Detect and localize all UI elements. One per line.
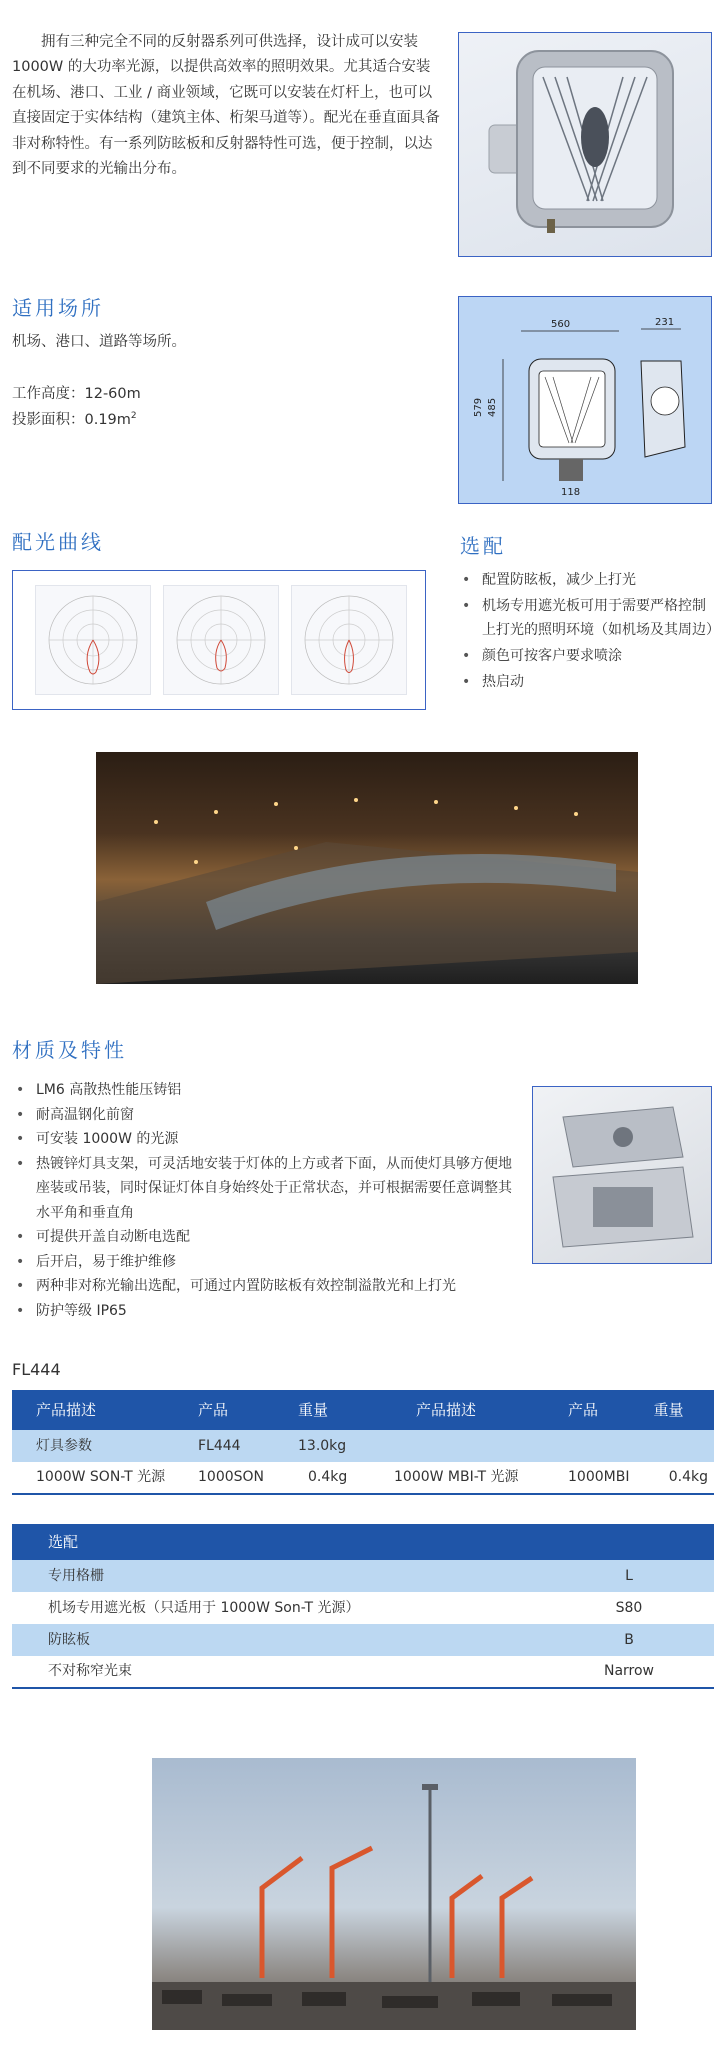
table-header: 产品描述 [12,1390,174,1430]
table-cell: 1000W MBI-T 光源 [394,1469,519,1486]
table-cell: 13.0kg [274,1430,386,1462]
usage-text: 机场、港口、道路等场所。 [12,334,186,350]
dim-height-label: 579 [473,397,484,417]
table-cell: FL444 [174,1430,274,1462]
list-item: • 耐高温钢化前窗 [12,1103,512,1128]
material-section-title: 材质及特性 [12,1038,127,1062]
intro-paragraph: 拥有三种完全不同的反射器系列可供选择，设计成可以安装 1000W 的大功率光源，以提供高效率的照明效果。尤其适合安装在机场、港口、工业 / 商业领域，它既可以安装在灯杆上，也可以直接固定于实体结构（建筑主体、桁架马道等）。配光在垂直面具备非对称特性。有一系列防眩板和反射器特性可选，便于控制，以达到不同要求的光输出分布。 [12,34,440,177]
table-cell: 1000W SON-T 光源 [36,1469,166,1486]
projected-area-unit-exponent: 2 [130,411,137,422]
working-height: 工作高度：12-60m [12,386,141,402]
list-item: • 热启动 [460,670,718,694]
list-item: • 机场专用遮光板可用于需要严格控制上打光的照明环境（如机场及其周边） [460,594,718,642]
table-header: 重量 [274,1390,386,1430]
projected-area [12,408,137,433]
table-cell: L [544,1560,714,1592]
dim-width-label: 560 [551,319,571,330]
options-section-title: 选配 [460,534,506,558]
table-cell: 1000MBI [568,1469,630,1486]
table-header: 产品 [174,1390,274,1430]
table-cell: B [544,1624,714,1656]
open-housing-image [532,1086,712,1264]
table-row [12,1462,714,1494]
model-number: FL444 [12,1360,61,1379]
table-row [12,1430,714,1462]
table-cell: 防眩板 [12,1624,544,1656]
table-cell: 0.4kg [308,1469,348,1486]
usage-section-title: 适用场所 [12,296,104,320]
list-item: • 配置防眩板，减少上打光 [460,568,718,592]
table-row [12,1592,714,1624]
light-distribution-curves [12,570,426,710]
table-header: 产品描述 [386,1390,544,1430]
table-cell: Narrow [603,1663,655,1680]
table-cell: 灯具参数 [12,1430,174,1462]
polar-curve-2 [163,585,279,695]
options-list [460,568,718,696]
options-table [12,1524,714,1689]
list-item: • 两种非对称光输出选配，可通过内置防眩板有效控制溢散光和上打光 [12,1274,512,1299]
polar-curve-3 [291,585,407,695]
table-header: 选配 [12,1524,714,1560]
list-item: • LM6 高散热性能压铸铝 [12,1078,512,1103]
table-cell: 0.4kg [668,1469,708,1486]
dim-inner-label: 485 [487,397,498,417]
list-item: • 防护等级 IP65 [12,1299,512,1324]
table-cell: 机场专用遮光板（只适用于 1000W Son-T 光源） [48,1599,360,1616]
spec-table [12,1390,714,1495]
floodlight-illustration [459,33,710,255]
list-item: • 可安装 1000W 的光源 [12,1127,512,1152]
list-item: • 可提供开盖自动断电选配 [12,1225,512,1250]
material-feature-list [12,1078,512,1323]
dimension-drawing [458,296,712,504]
table-header: 重量 [629,1390,714,1430]
table-row [12,1560,714,1592]
list-item: • 后开启，易于维护维修 [12,1250,512,1275]
airport-night-photo [96,752,638,984]
list-item: • 热镀锌灯具支架，可灵活地安装于灯体的上方或者下面，从而使灯具够方便地座装或吊装，同时保证灯体自身始终处于正常状态，并可根据需要任意调整其水平角和垂直角 [12,1152,512,1226]
fixture-product-image [458,32,712,257]
table-row [12,1624,714,1656]
polar-curve-1 [35,585,151,695]
port-cranes-photo [152,1758,636,2030]
table-cell [629,1430,714,1462]
projected-area-label: 投影面积：0.19m [12,412,131,428]
list-item: • 颜色可按客户要求喷涂 [460,644,718,668]
table-cell [544,1430,629,1462]
table-cell: 1000SON [198,1469,265,1486]
dim-depth-label: 231 [655,317,675,328]
table-row [12,1656,714,1688]
table-header: 产品 [544,1390,629,1430]
table-cell: 不对称窄光束 [48,1663,132,1680]
light-curve-section-title: 配光曲线 [12,530,104,554]
table-cell [386,1430,544,1462]
dim-base-label: 118 [561,487,581,498]
table-cell: 专用格栅 [12,1560,544,1592]
table-cell: S80 [615,1599,643,1616]
